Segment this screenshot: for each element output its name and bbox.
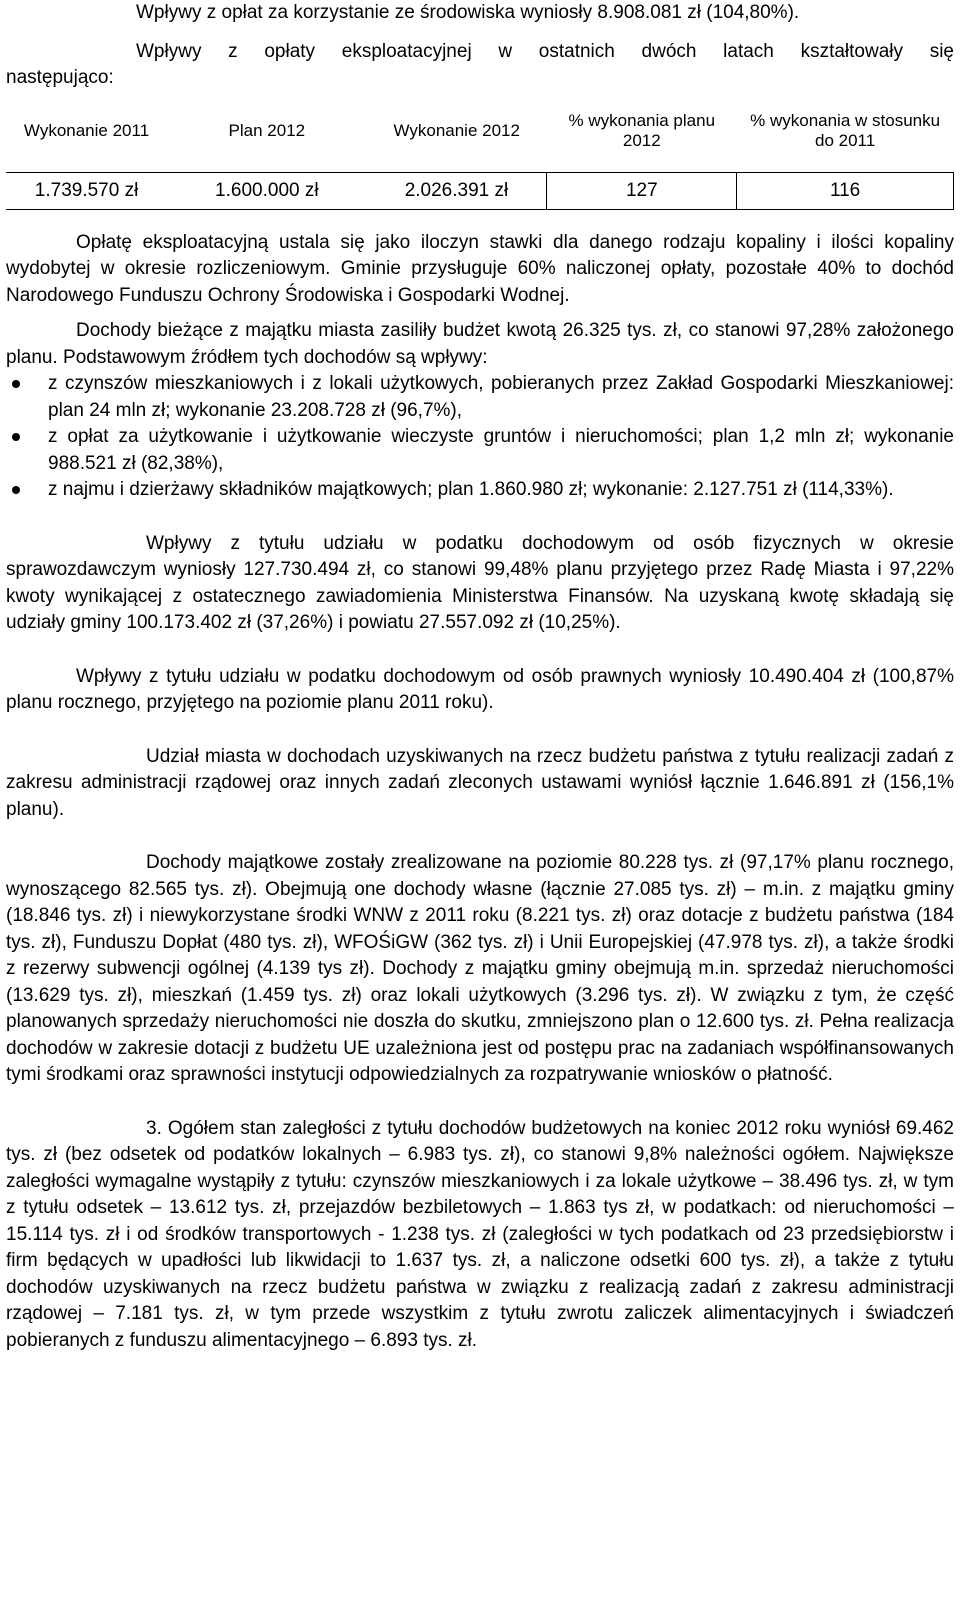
table-header-cell: Plan 2012 <box>228 120 306 140</box>
bullet-icon <box>12 486 20 494</box>
table-cell: 1.739.570 zł <box>6 172 167 209</box>
list-item-text: z czynszów mieszkaniowych i z lokali użytkowych, pobieranych przez Zakład Gospodarki Mieszkaniowej: plan 24 mln zł; wykonanie 23.208.728 zł (96,7%), <box>48 373 954 421</box>
paragraph-exploitation-fee-intro: Wpływy z opłaty eksploatacyjnej w ostatnich dwóch latach kształtowały się <box>136 40 954 62</box>
table-header-cell: % wykonania w stosunku do 2011 <box>750 110 941 150</box>
paragraph-pit-share: Wpływy z tytułu udziału w podatku dochodowym od osób fizycznych w okresie sprawozdawczym wyniosły 127.730.494 zł, co stanowi 99,48% planu przyjętego przez Radę Miasta i 97,22% kwoty wynikającej z ostatecznego zawiadomienia Ministerstwa Finansów. Na uzyskaną kwotę składają się udziały gminy 100.173.402 zł (37,26%) i powiatu 27.557.092 zł (10,25%). <box>6 532 954 633</box>
table-cell: 116 <box>737 172 954 209</box>
bullet-icon <box>12 433 20 441</box>
paragraph-asset-income: Dochody majątkowe zostały zrealizowane na poziomie 80.228 tys. zł (97,17% planu rocznego, wynoszącego 82.565 tys. zł). Obejmują one dochody własne (łącznie 27.085 tys. zł) – m.in. z majątku gminy (18.846 tys. zł) i niewykorzystane środki WNW z 2011 roku (8.221 tys. zł) oraz dotacje z budżetu państwa (184 tys. zł), Funduszu Dopłat (480 tys. zł), WFOŚiGW (362 tys. zł) i Unii Europejskiej (47.978 tys. zł), a także środki z rezerwy subwencji ogólnej (4.139 tys zł). Dochody z majątku gminy obejmują m.in. sprzedaż nieruchomości (13.629 tys. zł), mieszkań (1.459 tys. zł) oraz lokali użytkowych (3.296 tys. zł). W związku z tym, że część planowanych sprzedaży nieruchomości nie doszła do skutku, zmniejszono plan o 12.600 tys. zł. Pełna realizacja dochodów w zakresie dotacji z budżetu UE uzależniona jest od postępu prac na zadaniach współfinansowanych tymi środkami oraz sprawności instytucji odpowiedzialnych za rozpatrywanie wniosków o płatność. <box>6 852 954 1085</box>
income-source-list <box>6 371 954 504</box>
paragraph-arrears-text: Ogółem stan zaległości z tytułu dochodów budżetowych na koniec 2012 roku wyniósł 69.462 tys. zł (bez odsetek od podatków lokalnych – 6.983 tys. zł), co stanowi 9,8% należności ogółem. Największe zaległości wymagalne wystąpiły z tytułu: czynszów mieszkaniowych i za lokale użytkowe – 38.496 tys. zł, w tym z tytułu odsetek – 13.612 tys. zł, przejazdów bezbiletowych – 1.863 tys zł, w podatkach: od nieruchomości – 15.114 tys. zł i od środków transportowych - 1.238 tys. zł (zaległości w tych podatkach od 23 przedsiębiorstw i firm będących w upadłości lub likwidacji to 1.637 tys. zł, a naliczone odsetki 600 tys. zł), a także z tytułu dochodów uzyskiwanych na rzecz budżetu państwa w związku z realizacją zadań z zakresu administracji rządowej – 7.181 tys. zł, w tym przede wszystkim z tytułu zwrotu zaliczek alimentacyjnych i świadczeń pobieranych z funduszu alimentacyjnego – 6.893 tys. zł. <box>6 1117 954 1351</box>
paragraph-arrears <box>6 1116 954 1355</box>
list-item <box>6 424 954 477</box>
paragraph-exploitation-fee-rule: Opłatę eksploatacyjną ustala się jako iloczyn stawki dla danego rodzaju kopaliny i ilości kopaliny wydobytej w okresie rozliczeniowym. Gminie przysługuje 60% naliczonej opłaty, pozostałe 40% to dochód Narodowego Funduszu Ochrony Środowiska i Gospodarki Wodnej. <box>6 231 954 306</box>
list-item <box>6 371 954 424</box>
table-cell: 1.600.000 zł <box>167 172 366 209</box>
document-page <box>6 0 954 1354</box>
table-row <box>6 172 954 209</box>
paragraph-environment-fees: Wpływy z opłat za korzystanie ze środowiska wyniosły 8.908.081 zł (104,80%). <box>136 2 800 23</box>
paragraph-current-income: Dochody bieżące z majątku miasta zasiliły budżet kwotą 26.325 tys. zł, co stanowi 97,28% założonego planu. Podstawowym źródłem tych dochodów są wpływy: <box>6 320 954 368</box>
exploitation-fee-table <box>6 96 954 210</box>
table-header-row <box>6 96 954 173</box>
list-item-text: z opłat za użytkowanie i użytkowanie wieczyste gruntów i nieruchomości; plan 1,2 mln zł; wykonanie 988.521 zł (82,38%), <box>48 426 954 474</box>
table-cell: 2.026.391 zł <box>367 172 547 209</box>
table-header-cell: Wykonanie 2012 <box>393 120 520 140</box>
table-cell: 127 <box>547 172 737 209</box>
list-item <box>6 477 954 504</box>
paragraph-cit-share: Wpływy z tytułu udziału w podatku dochodowym od osób prawnych wyniosły 10.490.404 zł (100,87% planu rocznego, przyjętego na poziomie planu 2011 roku). <box>6 665 954 713</box>
paragraph-state-budget-share: Udział miasta w dochodach uzyskiwanych na rzecz budżetu państwa z tytułu realizacji zadań z zakresu administracji rządowej oraz innych zadań zleconych ustawami wyniósł łącznie 1.646.891 zł (156,1% planu). <box>6 745 954 820</box>
bullet-icon <box>12 380 20 388</box>
section-number: 3. <box>146 1117 162 1139</box>
paragraph-exploitation-fee-intro-cont: następująco: <box>6 67 114 88</box>
table-header-cell: % wykonania planu 2012 <box>568 110 716 150</box>
list-item-text: z najmu i dzierżawy składników majątkowych; plan 1.860.980 zł; wykonanie: 2.127.751 zł (114,33%). <box>48 479 894 500</box>
table-header-cell: Wykonanie 2011 <box>23 120 150 140</box>
